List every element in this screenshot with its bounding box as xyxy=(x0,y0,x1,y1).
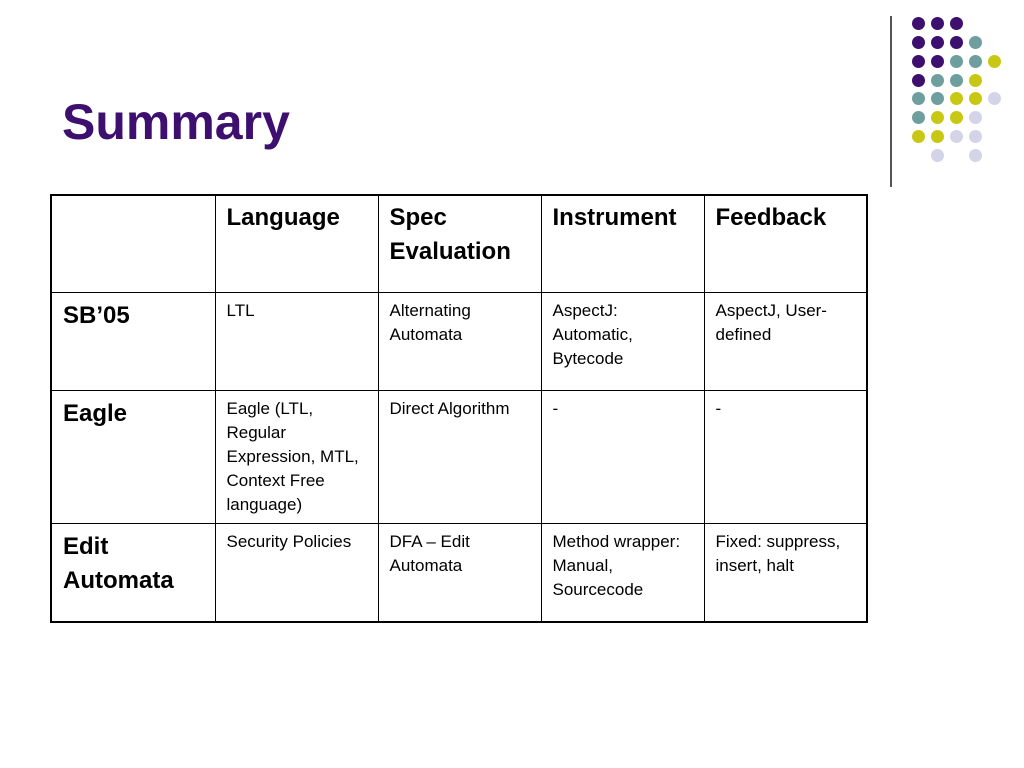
decorative-dot xyxy=(950,55,963,68)
row-header-sb05: SB’05 xyxy=(51,292,215,390)
decorative-dot xyxy=(931,17,944,30)
header-cell-instrument: Instrument xyxy=(541,195,704,292)
decorative-dot xyxy=(931,74,944,87)
decorative-dot xyxy=(912,74,925,87)
header-cell-feedback: Feedback xyxy=(704,195,867,292)
cell-spec-evaluation: Direct Algorithm xyxy=(378,390,541,523)
header-cell-spec-evaluation: Spec Evaluation xyxy=(378,195,541,292)
cell-instrument: AspectJ: Automatic, Bytecode xyxy=(541,292,704,390)
header-cell-empty xyxy=(51,195,215,292)
cell-language: LTL xyxy=(215,292,378,390)
vertical-divider xyxy=(890,16,892,187)
decorative-dot xyxy=(912,92,925,105)
decorative-dot xyxy=(931,149,944,162)
table-header-row xyxy=(51,195,867,292)
cell-feedback: Fixed: suppress, insert, halt xyxy=(704,523,867,622)
decorative-dot xyxy=(988,92,1001,105)
cell-language: Eagle (LTL, Regular Expression, MTL, Context Free language) xyxy=(215,390,378,523)
table-row xyxy=(51,390,867,523)
decorative-dot xyxy=(931,130,944,143)
decorative-dot xyxy=(969,149,982,162)
decorative-dot xyxy=(950,111,963,124)
decorative-dot xyxy=(912,130,925,143)
decorative-dot xyxy=(969,74,982,87)
cell-spec-evaluation: DFA – Edit Automata xyxy=(378,523,541,622)
decorative-dot xyxy=(931,36,944,49)
decorative-dot xyxy=(950,92,963,105)
decorative-dot xyxy=(931,55,944,68)
decorative-dot xyxy=(950,130,963,143)
decorative-dot xyxy=(912,55,925,68)
row-header-eagle: Eagle xyxy=(51,390,215,523)
cell-feedback: - xyxy=(704,390,867,523)
decorative-dot xyxy=(969,111,982,124)
cell-instrument: - xyxy=(541,390,704,523)
row-header-edit-automata: Edit Automata xyxy=(51,523,215,622)
decorative-dot xyxy=(969,130,982,143)
decorative-dot xyxy=(912,17,925,30)
decorative-dot xyxy=(950,17,963,30)
decorative-dot xyxy=(969,36,982,49)
header-cell-language: Language xyxy=(215,195,378,292)
table-row xyxy=(51,292,867,390)
decorative-dot xyxy=(950,36,963,49)
decorative-dot xyxy=(988,55,1001,68)
decorative-dot xyxy=(969,92,982,105)
decorative-dot xyxy=(969,55,982,68)
cell-instrument: Method wrapper: Manual, Sourcecode xyxy=(541,523,704,622)
cell-feedback: AspectJ, User- defined xyxy=(704,292,867,390)
cell-language: Security Policies xyxy=(215,523,378,622)
decorative-dot xyxy=(950,74,963,87)
slide-title: Summary xyxy=(62,94,290,150)
summary-table xyxy=(50,194,868,623)
cell-spec-evaluation: Alternating Automata xyxy=(378,292,541,390)
decorative-dot xyxy=(912,36,925,49)
decorative-dot xyxy=(931,92,944,105)
table-row xyxy=(51,523,867,622)
decorative-dot xyxy=(931,111,944,124)
decorative-dot xyxy=(912,111,925,124)
